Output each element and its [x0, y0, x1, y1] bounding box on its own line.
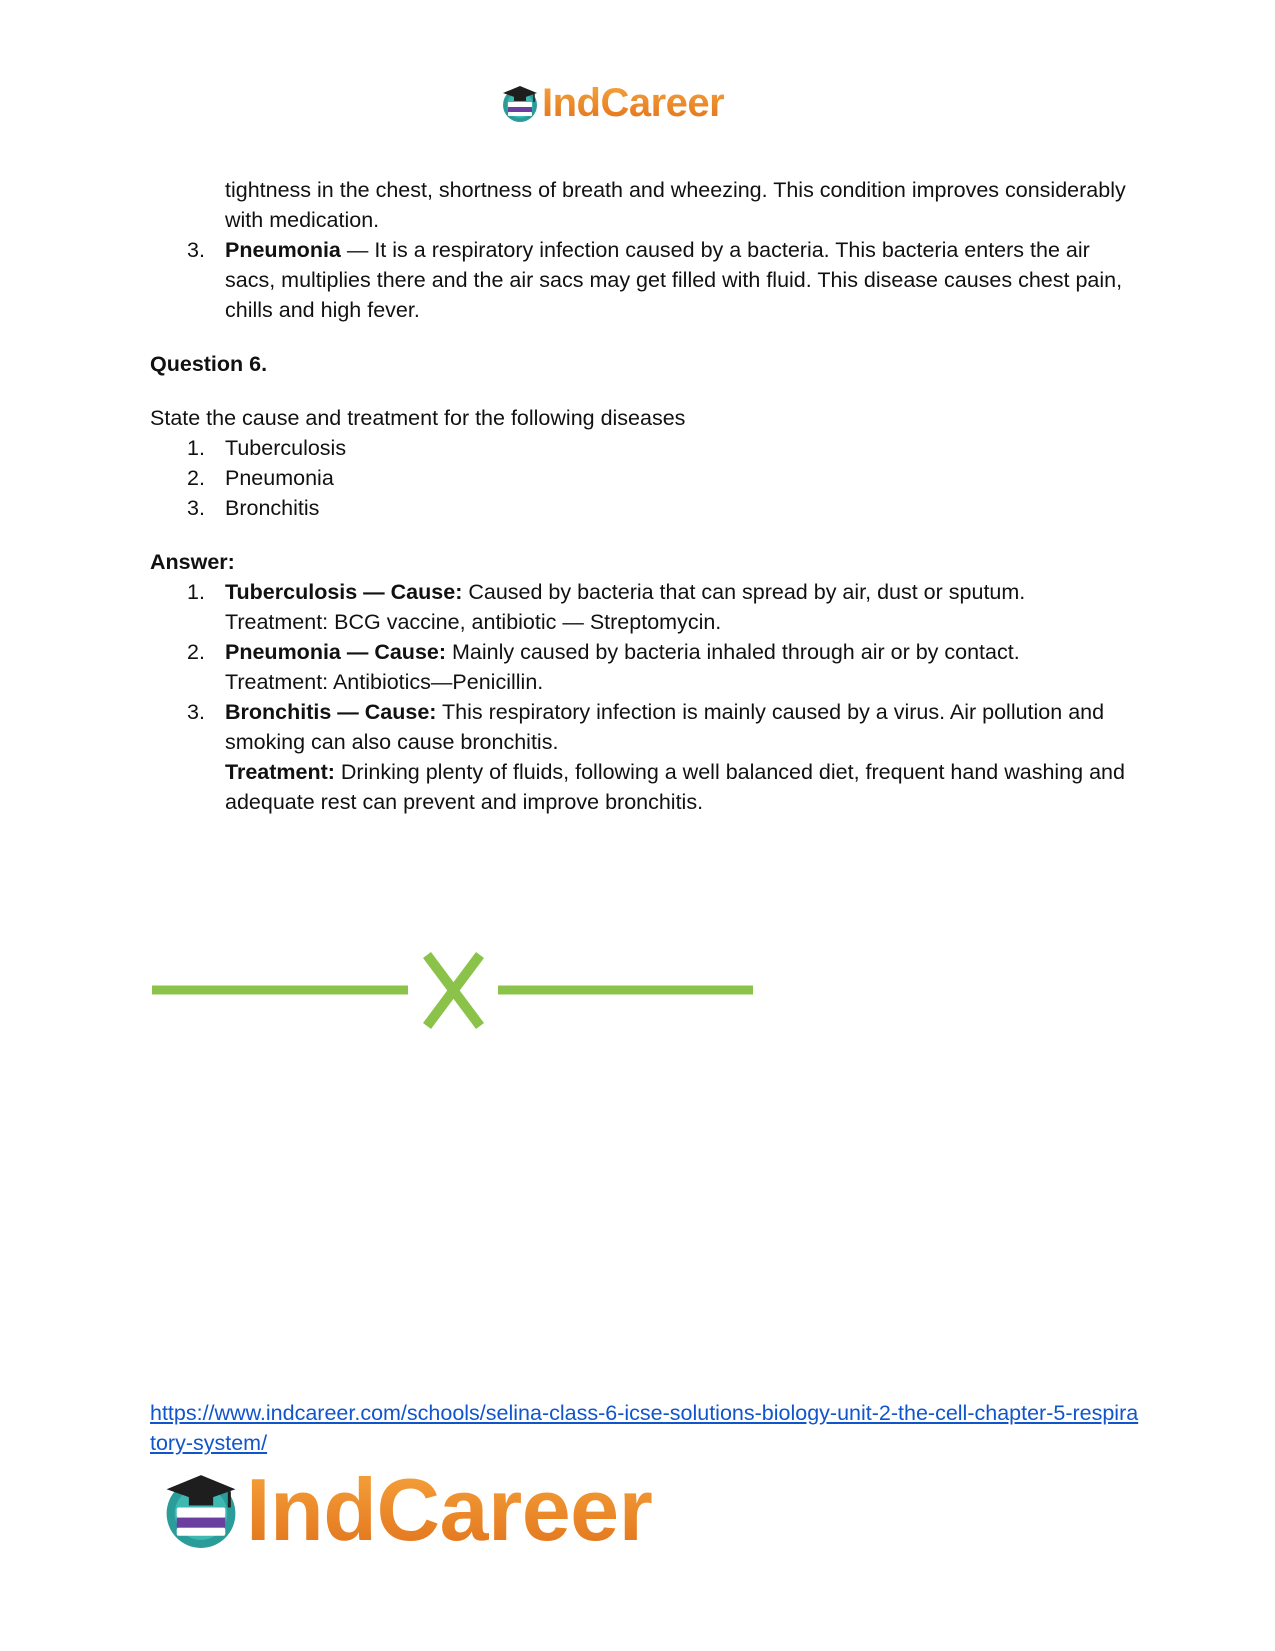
list-item — [150, 433, 1130, 463]
logo-wordmark: IndCareer — [246, 1459, 653, 1559]
list-number: 2. — [187, 466, 205, 490]
list-number: 3. — [187, 496, 205, 520]
answer-cause: Caused by bacteria that can spread by air, dust or sputum. — [462, 580, 1026, 604]
list-item — [150, 235, 1130, 325]
answer-list — [150, 577, 1130, 817]
question-heading: Question 6. — [150, 352, 268, 376]
footer-logo — [160, 1459, 653, 1559]
question-text: State the cause and treatment for the following diseases — [150, 406, 686, 430]
intro-list — [150, 235, 1130, 325]
list-item-text: Bronchitis — [225, 496, 320, 520]
list-number: 3. — [187, 238, 205, 262]
continued-paragraph: tightness in the chest, shortness of breath and wheezing. This condition improves considerably with medication. — [225, 178, 1126, 232]
logo-wordmark: IndCareer — [542, 80, 725, 125]
question-list — [150, 433, 1130, 523]
list-item-text: Tuberculosis — [225, 436, 347, 460]
list-item — [150, 697, 1130, 817]
section-divider — [150, 950, 755, 1030]
answer-label: Bronchitis — Cause: — [225, 700, 437, 724]
graduation-cap-books-globe-icon — [500, 82, 540, 124]
list-number: 3. — [187, 700, 205, 724]
source-url-link[interactable]: https://www.indcareer.com/schools/selina-class-6-icse-solutions-biology-unit-2-the-cell-chapter-5-respiratory-system/ — [150, 1401, 1139, 1455]
list-number: 1. — [187, 436, 205, 460]
header-logo — [500, 78, 724, 128]
disease-description: — It is a respiratory infection caused by a bacteria. This bacteria enters the air sacs, multiplies there and the air sacs may get filled with fluid. This disease causes chest pain, chills and high fever. — [225, 238, 1123, 322]
list-item-text: Pneumonia — [225, 466, 334, 490]
answer-heading: Answer: — [150, 550, 235, 574]
list-number: 1. — [187, 580, 205, 604]
list-item — [150, 493, 1130, 523]
graduation-cap-books-globe-icon — [160, 1467, 242, 1552]
answer-treatment: Drinking plenty of fluids, following a well balanced diet, frequent hand washing and adequate rest can prevent and improve bronchitis. — [225, 760, 1125, 814]
answer-treatment: Treatment: BCG vaccine, antibiotic — Streptomycin. — [225, 610, 722, 634]
treatment-label: Treatment: — [225, 760, 335, 784]
answer-treatment: Treatment: Antibiotics—Penicillin. — [225, 670, 544, 694]
close-x-icon — [427, 955, 480, 1026]
list-item — [150, 637, 1130, 697]
document-body — [150, 175, 1130, 817]
disease-name: Pneumonia — [225, 238, 341, 262]
answer-cause: Mainly caused by bacteria inhaled through air or by contact. — [446, 640, 1020, 664]
answer-label: Tuberculosis — Cause: — [225, 580, 463, 604]
list-item — [150, 463, 1130, 493]
list-item — [150, 577, 1130, 637]
list-number: 2. — [187, 640, 205, 664]
answer-label: Pneumonia — Cause: — [225, 640, 447, 664]
answer-cause: This respiratory infection is mainly caused by a virus. Air pollution and smoking can also cause bronchitis. — [225, 700, 1105, 754]
